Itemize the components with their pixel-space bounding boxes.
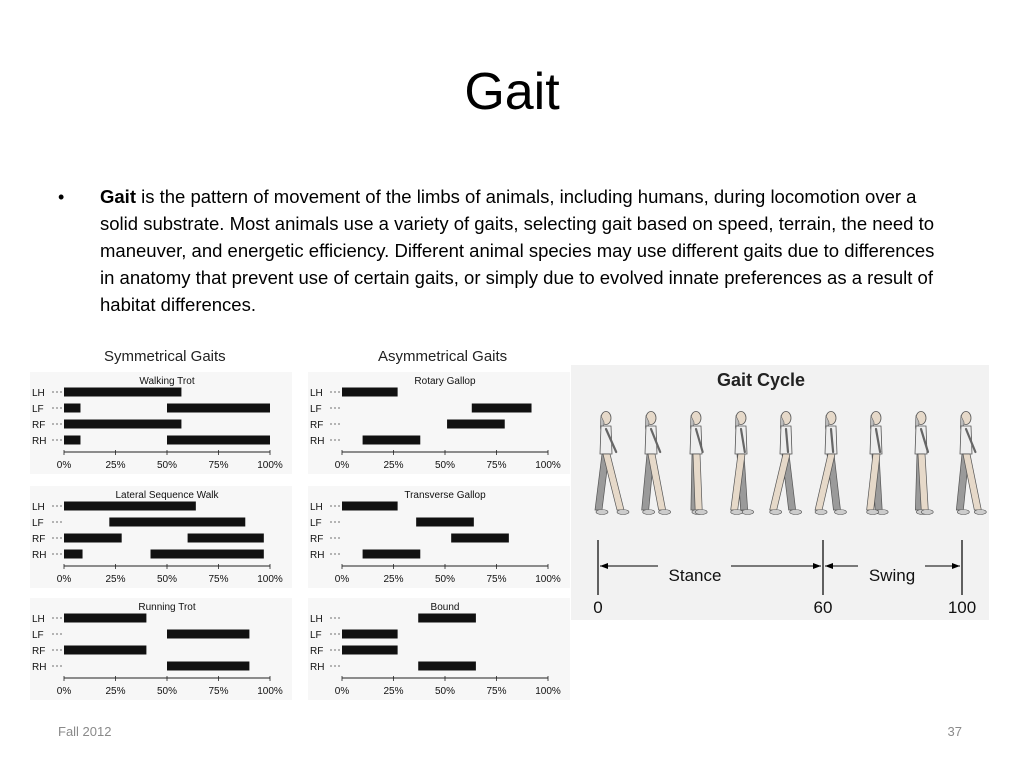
gait-cycle-figure	[571, 365, 989, 620]
footer-date: Fall 2012	[58, 724, 112, 739]
x-tick-label: 50%	[156, 574, 178, 585]
x-tick-label: 25%	[105, 460, 126, 471]
x-tick-label: 100%	[535, 686, 561, 697]
x-tick-label: 75%	[208, 460, 229, 471]
chart-title: Bound	[430, 602, 460, 613]
x-tick-label: 50%	[156, 686, 178, 697]
row-label-lf: LF	[310, 518, 322, 529]
row-label-rh: RH	[310, 662, 325, 673]
stance-bar-rh-0	[64, 436, 80, 445]
chart-title: Lateral Sequence Walk	[115, 490, 219, 501]
row-label-rh: RH	[32, 662, 47, 673]
stance-bar-lf-0	[167, 630, 249, 639]
stance-bar-lf-0	[472, 404, 532, 413]
stance-bar-rh-0	[363, 550, 421, 559]
stance-bar-rh-0	[418, 662, 476, 671]
stance-bar-lh-0	[64, 614, 146, 623]
foot	[695, 510, 707, 515]
x-tick-label: 75%	[208, 686, 229, 697]
stance-bar-lf-0	[64, 404, 80, 413]
row-label-rf: RF	[32, 534, 46, 545]
foot	[815, 510, 827, 515]
row-label-lh: LH	[310, 614, 323, 625]
x-tick-label: 50%	[434, 460, 456, 471]
gait-cycle-title: Gait Cycle	[716, 370, 806, 390]
stance-bar-rf-0	[64, 420, 181, 429]
row-label-lh: LH	[32, 502, 45, 513]
stance-bar-lh-0	[418, 614, 476, 623]
foot	[596, 510, 608, 515]
row-label-rh: RH	[310, 436, 325, 447]
slide-number: 37	[947, 724, 962, 739]
x-tick-label: 75%	[486, 686, 507, 697]
foot	[770, 510, 782, 515]
stance-bar-rh-1	[151, 550, 264, 559]
stance-bar-rh-0	[64, 550, 83, 559]
x-tick-label: 25%	[105, 574, 126, 585]
running-trot-chart	[30, 598, 292, 700]
foot	[974, 510, 986, 515]
foot	[834, 510, 846, 515]
stance-bar-lf-0	[109, 518, 245, 527]
row-label-lh: LH	[32, 388, 45, 399]
stance-bar-rf-0	[342, 646, 398, 655]
stance-bar-rf-1	[188, 534, 264, 543]
chart-title: Running Trot	[138, 602, 196, 613]
body-bold-term: Gait	[100, 186, 136, 207]
body-text: is the pattern of movement of the limbs of animals, including humans, during locomotion over a solid substrate. Most animals use a variety of gaits, selecting gait based on speed, terrain, the need to maneuver, and energetic efficiency. Different animal species may use different gaits due to differences in anatomy that prevent use of certain gaits, or simply due to evolved innate preferences as a result of habitat differences.	[100, 186, 935, 315]
foot	[643, 510, 655, 515]
x-tick-label: 100%	[535, 574, 561, 585]
lateral-sequence-walk-chart	[30, 486, 292, 588]
chart-title: Rotary Gallop	[414, 376, 476, 387]
x-tick-label: 75%	[486, 574, 507, 585]
chart-title: Walking Trot	[139, 376, 195, 387]
stance-bar-rh-0	[167, 662, 249, 671]
foot	[867, 510, 879, 515]
x-tick-label: 0%	[56, 460, 72, 471]
stance-bar-lh-0	[64, 502, 196, 511]
stance-bar-lh-0	[342, 502, 398, 511]
x-tick-label: 75%	[208, 574, 229, 585]
row-label-lh: LH	[310, 388, 323, 399]
stance-label: Stance	[668, 566, 722, 585]
row-label-lf: LF	[310, 404, 322, 415]
row-label-rf: RF	[32, 420, 46, 431]
x-tick-label: 50%	[434, 686, 456, 697]
row-label-rf: RF	[310, 420, 324, 431]
body-paragraph	[100, 183, 940, 318]
x-tick-label: 25%	[105, 686, 126, 697]
x-tick-label: 0%	[334, 574, 350, 585]
slide-title: Gait	[464, 63, 560, 121]
walking-trot-chart	[30, 372, 292, 474]
x-tick-label: 0%	[334, 460, 350, 471]
rotary-gallop-chart	[308, 372, 570, 474]
x-tick-label: 50%	[156, 460, 178, 471]
x-tick-label: 75%	[486, 460, 507, 471]
stance-bar-rf-0	[64, 534, 122, 543]
row-label-lh: LH	[310, 502, 323, 513]
symmetrical-gaits-heading: Symmetrical Gaits	[104, 348, 226, 365]
tick-100: 100	[947, 598, 977, 617]
swing-label: Swing	[868, 566, 916, 585]
foot	[617, 510, 629, 515]
stance-bar-rh-0	[363, 436, 421, 445]
row-label-rf: RF	[310, 646, 324, 657]
row-label-lf: LF	[32, 518, 44, 529]
foot	[790, 510, 802, 515]
tick-0: 0	[593, 598, 603, 617]
x-tick-label: 0%	[56, 686, 72, 697]
stance-bar-lf-0	[342, 630, 398, 639]
asymmetrical-gaits-heading: Asymmetrical Gaits	[378, 348, 508, 365]
row-label-rh: RH	[32, 436, 47, 447]
row-label-lf: LF	[310, 630, 322, 641]
chart-background	[308, 486, 570, 588]
x-tick-label: 0%	[56, 574, 72, 585]
row-label-rh: RH	[310, 550, 325, 561]
row-label-rf: RF	[310, 534, 324, 545]
row-label-lh: LH	[32, 614, 45, 625]
bound-chart	[308, 598, 570, 700]
row-label-lf: LF	[32, 404, 44, 415]
stance-bar-rf-0	[451, 534, 509, 543]
transverse-gallop-chart	[308, 486, 570, 588]
foot	[731, 510, 743, 515]
row-label-lf: LF	[32, 630, 44, 641]
x-tick-label: 100%	[257, 460, 283, 471]
foot	[742, 510, 754, 515]
x-tick-label: 100%	[535, 460, 561, 471]
stance-bar-rf-0	[64, 646, 146, 655]
row-label-rf: RF	[32, 646, 46, 657]
x-tick-label: 25%	[383, 574, 404, 585]
stance-bar-lh-0	[64, 388, 181, 397]
x-tick-label: 50%	[434, 574, 456, 585]
x-tick-label: 0%	[334, 686, 350, 697]
x-tick-label: 25%	[383, 686, 404, 697]
stance-bar-rf-0	[447, 420, 505, 429]
x-tick-label: 100%	[257, 686, 283, 697]
stance-bar-lh-0	[342, 388, 398, 397]
chart-title: Transverse Gallop	[404, 490, 486, 501]
tick-60: 60	[813, 598, 833, 617]
foot	[921, 510, 933, 515]
stance-bar-lf-1	[167, 404, 270, 413]
x-tick-label: 25%	[383, 460, 404, 471]
bullet-glyph: •	[58, 187, 65, 207]
chart-background	[308, 372, 570, 474]
stance-bar-lf-0	[416, 518, 474, 527]
row-label-rh: RH	[32, 550, 47, 561]
foot	[659, 510, 671, 515]
foot	[957, 510, 969, 515]
x-tick-label: 100%	[257, 574, 283, 585]
stance-bar-rh-1	[167, 436, 270, 445]
